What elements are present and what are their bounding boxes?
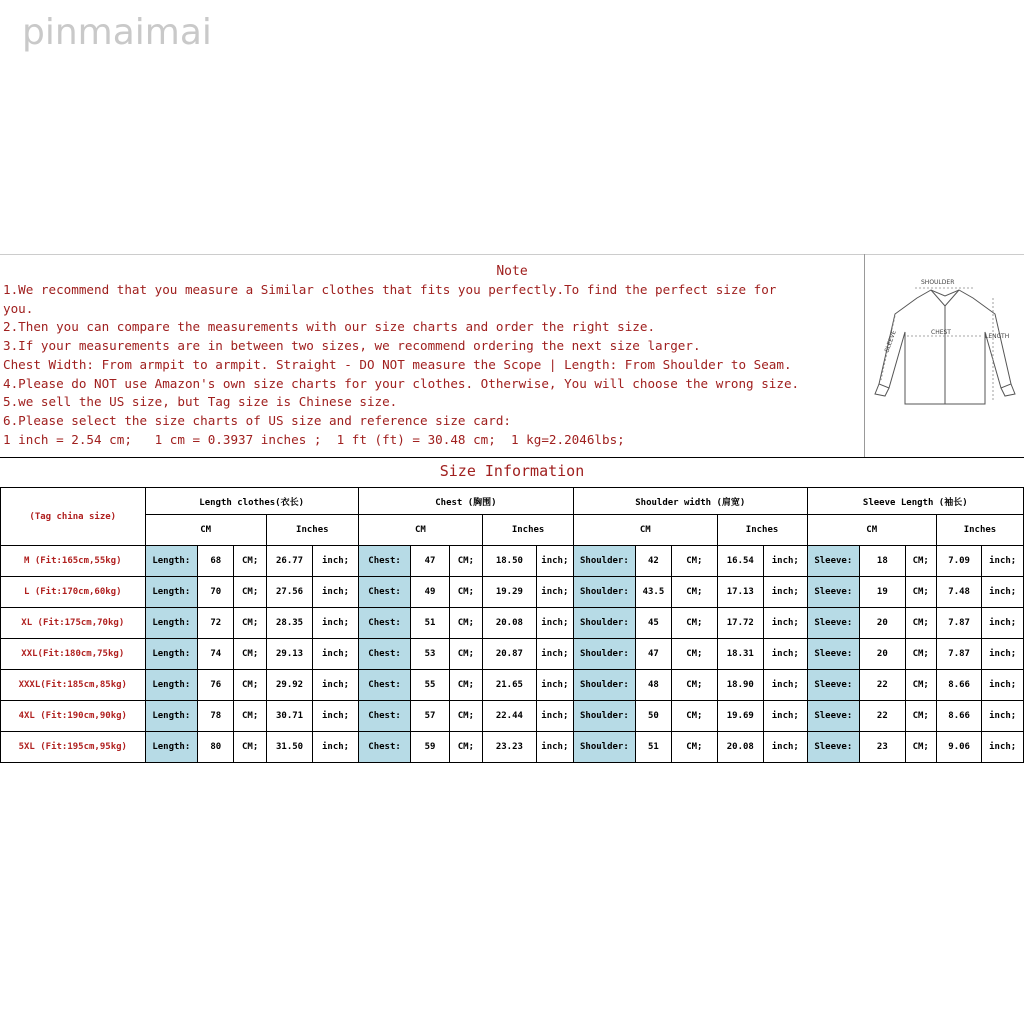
inch-unit-cell: inch; — [982, 577, 1024, 608]
note-line: Chest Width: From armpit to armpit. Straight - DO NOT measure the Scope | Length: From Shoulder to Seam. — [3, 356, 792, 372]
note-line: 1 inch = 2.54 cm; 1 cm = 0.3937 inches ; 1 ft (ft) = 30.48 cm; 1 kg=2.2046lbs; — [3, 431, 625, 447]
sleeve-cm-value: 20 — [860, 639, 905, 670]
note-line: 2.Then you can compare the measurements with our size charts and order the right size. — [3, 319, 656, 335]
shoulder-cm-value: 47 — [635, 639, 671, 670]
table-row — [1, 732, 1024, 763]
inch-unit-cell: inch; — [982, 701, 1024, 732]
cm-unit-cell: CM; — [234, 701, 266, 732]
length-cm-value: 72 — [198, 608, 234, 639]
note-line: 1.We recommend that you measure a Similar clothes that fits you perfectly.To find the perfect size for — [3, 282, 777, 297]
length-cm-value: 70 — [198, 577, 234, 608]
length-inch-value: 27.56 — [266, 577, 312, 608]
shoulder-inch-value: 17.72 — [717, 608, 763, 639]
cm-header: CM — [145, 515, 266, 546]
length-inch-value: 31.50 — [266, 732, 312, 763]
chest-label-cell: Chest: — [358, 670, 411, 701]
shoulder-cm-value: 45 — [635, 608, 671, 639]
tag-size-cell: XXXL(Fit:185cm,85kg) — [1, 670, 146, 701]
length-label-cell: Length: — [145, 608, 198, 639]
sleeve-label-cell: Sleeve: — [807, 701, 860, 732]
inch-unit-cell: inch; — [764, 577, 808, 608]
length-inch-value: 30.71 — [266, 701, 312, 732]
shoulder-inch-value: 17.13 — [717, 577, 763, 608]
note-line: 4.Please do NOT use Amazon's own size charts for your clothes. Otherwise, You will choose the wrong size. — [3, 375, 800, 391]
cm-unit-cell: CM; — [905, 546, 936, 577]
group-header-chest: Chest (胸围) — [358, 488, 573, 515]
length-label-cell: Length: — [145, 546, 198, 577]
sleeve-cm-value: 22 — [860, 701, 905, 732]
cm-unit-cell: CM; — [672, 546, 717, 577]
table-row — [1, 546, 1024, 577]
cm-unit-cell: CM; — [449, 608, 482, 639]
length-inch-value: 29.13 — [266, 639, 312, 670]
note-line: you. — [3, 300, 34, 316]
sleeve-label: SLEEVE — [883, 329, 898, 354]
cm-unit-cell: CM; — [905, 577, 936, 608]
length-label-cell: Length: — [145, 732, 198, 763]
sleeve-cm-value: 20 — [860, 608, 905, 639]
cm-unit-cell: CM; — [449, 670, 482, 701]
inches-header: Inches — [266, 515, 358, 546]
shoulder-label-cell: Shoulder: — [574, 608, 636, 639]
chest-label-cell: Chest: — [358, 546, 411, 577]
shoulder-label-cell: Shoulder: — [574, 546, 636, 577]
inch-unit-cell: inch; — [536, 577, 573, 608]
tag-size-cell: 5XL (Fit:195cm,95kg) — [1, 732, 146, 763]
cm-unit-cell: CM; — [234, 546, 266, 577]
cm-header: CM — [574, 515, 718, 546]
cm-unit-cell: CM; — [905, 608, 936, 639]
cm-unit-cell: CM; — [449, 577, 482, 608]
tag-size-cell: 4XL (Fit:190cm,90kg) — [1, 701, 146, 732]
tag-size-cell: L (Fit:170cm,60kg) — [1, 577, 146, 608]
length-label-cell: Length: — [145, 701, 198, 732]
shoulder-inch-value: 18.31 — [717, 639, 763, 670]
sleeve-inch-value: 8.66 — [936, 701, 981, 732]
sleeve-cm-value: 19 — [860, 577, 905, 608]
inch-unit-cell: inch; — [313, 608, 359, 639]
note-line: 5.we sell the US size, but Tag size is Chinese size. — [3, 394, 398, 410]
cm-unit-cell: CM; — [672, 732, 717, 763]
chest-label: CHEST — [931, 329, 951, 336]
length-cm-value: 78 — [198, 701, 234, 732]
tag-size-header: (Tag china size) — [1, 488, 146, 546]
cm-header: CM — [807, 515, 936, 546]
shoulder-cm-value: 48 — [635, 670, 671, 701]
shoulder-inch-value: 20.08 — [717, 732, 763, 763]
table-row — [1, 701, 1024, 732]
inches-header: Inches — [936, 515, 1023, 546]
sleeve-cm-value: 18 — [860, 546, 905, 577]
inch-unit-cell: inch; — [982, 732, 1024, 763]
inch-unit-cell: inch; — [536, 608, 573, 639]
inch-unit-cell: inch; — [764, 670, 808, 701]
chest-cm-value: 49 — [411, 577, 449, 608]
cm-unit-cell: CM; — [234, 732, 266, 763]
length-cm-value: 80 — [198, 732, 234, 763]
shoulder-inch-value: 19.69 — [717, 701, 763, 732]
table-row — [1, 639, 1024, 670]
cm-unit-cell: CM; — [672, 639, 717, 670]
chest-label-cell: Chest: — [358, 639, 411, 670]
cm-unit-cell: CM; — [905, 701, 936, 732]
inches-header: Inches — [717, 515, 807, 546]
inch-unit-cell: inch; — [982, 639, 1024, 670]
sleeve-label-cell: Sleeve: — [807, 546, 860, 577]
group-header-length: Length clothes(衣长) — [145, 488, 358, 515]
length-cm-value: 74 — [198, 639, 234, 670]
note-section — [0, 254, 864, 457]
group-header-sleeve: Sleeve Length (袖长) — [807, 488, 1023, 515]
chest-inch-value: 23.23 — [483, 732, 537, 763]
inch-unit-cell: inch; — [536, 701, 573, 732]
inch-unit-cell: inch; — [313, 670, 359, 701]
note-title: Note — [496, 264, 528, 279]
chest-cm-value: 57 — [411, 701, 449, 732]
tag-size-cell: M (Fit:165cm,55kg) — [1, 546, 146, 577]
cm-unit-cell: CM; — [234, 639, 266, 670]
shoulder-label-cell: Shoulder: — [574, 701, 636, 732]
inch-unit-cell: inch; — [536, 670, 573, 701]
inch-unit-cell: inch; — [313, 639, 359, 670]
sleeve-inch-value: 7.87 — [936, 639, 981, 670]
cm-unit-cell: CM; — [449, 639, 482, 670]
inch-unit-cell: inch; — [982, 608, 1024, 639]
cm-unit-cell: CM; — [234, 608, 266, 639]
note-line: 6.Please select the size charts of US size and reference size card: — [3, 412, 511, 428]
cm-unit-cell: CM; — [234, 577, 266, 608]
length-inch-value: 26.77 — [266, 546, 312, 577]
shoulder-label: SHOULDER — [921, 279, 955, 286]
chest-cm-value: 55 — [411, 670, 449, 701]
inch-unit-cell: inch; — [764, 639, 808, 670]
shoulder-label-cell: Shoulder: — [574, 577, 636, 608]
inch-unit-cell: inch; — [982, 670, 1024, 701]
table-row — [1, 577, 1024, 608]
inch-unit-cell: inch; — [313, 577, 359, 608]
shoulder-cm-value: 51 — [635, 732, 671, 763]
shoulder-label-cell: Shoulder: — [574, 732, 636, 763]
section-divider — [0, 457, 1024, 458]
chest-cm-value: 59 — [411, 732, 449, 763]
inch-unit-cell: inch; — [536, 732, 573, 763]
note-line: 3.If your measurements are in between two sizes, we recommend ordering the next size larger. — [3, 338, 701, 354]
sleeve-inch-value: 7.09 — [936, 546, 981, 577]
shirt-diagram — [865, 254, 1024, 457]
sleeve-inch-value: 9.06 — [936, 732, 981, 763]
chest-inch-value: 18.50 — [483, 546, 537, 577]
cm-unit-cell: CM; — [672, 701, 717, 732]
inch-unit-cell: inch; — [982, 546, 1024, 577]
group-header-shoulder: Shoulder width (肩宽) — [574, 488, 807, 515]
shoulder-cm-value: 42 — [635, 546, 671, 577]
sleeve-cm-value: 23 — [860, 732, 905, 763]
shoulder-cm-value: 43.5 — [635, 577, 671, 608]
cm-unit-cell: CM; — [449, 546, 482, 577]
watermark: pinmaimai — [22, 12, 212, 53]
chest-cm-value: 51 — [411, 608, 449, 639]
cm-unit-cell: CM; — [449, 732, 482, 763]
cm-unit-cell: CM; — [905, 639, 936, 670]
shoulder-cm-value: 50 — [635, 701, 671, 732]
length-inch-value: 28.35 — [266, 608, 312, 639]
cm-unit-cell: CM; — [672, 577, 717, 608]
size-table — [0, 487, 1024, 763]
chest-label-cell: Chest: — [358, 732, 411, 763]
sleeve-label-cell: Sleeve: — [807, 608, 860, 639]
length-label-cell: Length: — [145, 639, 198, 670]
chest-label-cell: Chest: — [358, 701, 411, 732]
inch-unit-cell: inch; — [764, 732, 808, 763]
sleeve-inch-value: 7.87 — [936, 608, 981, 639]
length-label-cell: Length: — [145, 577, 198, 608]
sleeve-label-cell: Sleeve: — [807, 577, 860, 608]
tag-size-cell: XXL(Fit:180cm,75kg) — [1, 639, 146, 670]
chest-label-cell: Chest: — [358, 608, 411, 639]
shoulder-inch-value: 18.90 — [717, 670, 763, 701]
inch-unit-cell: inch; — [313, 546, 359, 577]
length-cm-value: 76 — [198, 670, 234, 701]
length-label-cell: Length: — [145, 670, 198, 701]
sleeve-cm-value: 22 — [860, 670, 905, 701]
inch-unit-cell: inch; — [313, 732, 359, 763]
chest-cm-value: 47 — [411, 546, 449, 577]
shoulder-label-cell: Shoulder: — [574, 639, 636, 670]
sleeve-label-cell: Sleeve: — [807, 670, 860, 701]
inch-unit-cell: inch; — [764, 608, 808, 639]
cm-unit-cell: CM; — [905, 732, 936, 763]
chest-inch-value: 22.44 — [483, 701, 537, 732]
chest-inch-value: 19.29 — [483, 577, 537, 608]
inch-unit-cell: inch; — [313, 701, 359, 732]
table-row — [1, 608, 1024, 639]
cm-unit-cell: CM; — [449, 701, 482, 732]
cm-unit-cell: CM; — [672, 608, 717, 639]
tag-size-cell: XL (Fit:175cm,70kg) — [1, 608, 146, 639]
sleeve-inch-value: 7.48 — [936, 577, 981, 608]
inch-unit-cell: inch; — [536, 546, 573, 577]
chest-inch-value: 20.87 — [483, 639, 537, 670]
inch-unit-cell: inch; — [764, 701, 808, 732]
chest-cm-value: 53 — [411, 639, 449, 670]
shirt-diagram-panel — [864, 254, 1024, 457]
table-row — [1, 670, 1024, 701]
cm-unit-cell: CM; — [905, 670, 936, 701]
cm-unit-cell: CM; — [234, 670, 266, 701]
length-cm-value: 68 — [198, 546, 234, 577]
inch-unit-cell: inch; — [536, 639, 573, 670]
length-inch-value: 29.92 — [266, 670, 312, 701]
shoulder-inch-value: 16.54 — [717, 546, 763, 577]
length-label: LENGTH — [985, 333, 1010, 340]
size-table-title: Size Information — [439, 462, 585, 480]
shoulder-label-cell: Shoulder: — [574, 670, 636, 701]
cm-unit-cell: CM; — [672, 670, 717, 701]
chest-inch-value: 20.08 — [483, 608, 537, 639]
inches-header: Inches — [483, 515, 574, 546]
chest-inch-value: 21.65 — [483, 670, 537, 701]
sleeve-label-cell: Sleeve: — [807, 639, 860, 670]
sleeve-label-cell: Sleeve: — [807, 732, 860, 763]
inch-unit-cell: inch; — [764, 546, 808, 577]
cm-header: CM — [358, 515, 482, 546]
chest-label-cell: Chest: — [358, 577, 411, 608]
note-lines — [3, 281, 864, 449]
sleeve-inch-value: 8.66 — [936, 670, 981, 701]
